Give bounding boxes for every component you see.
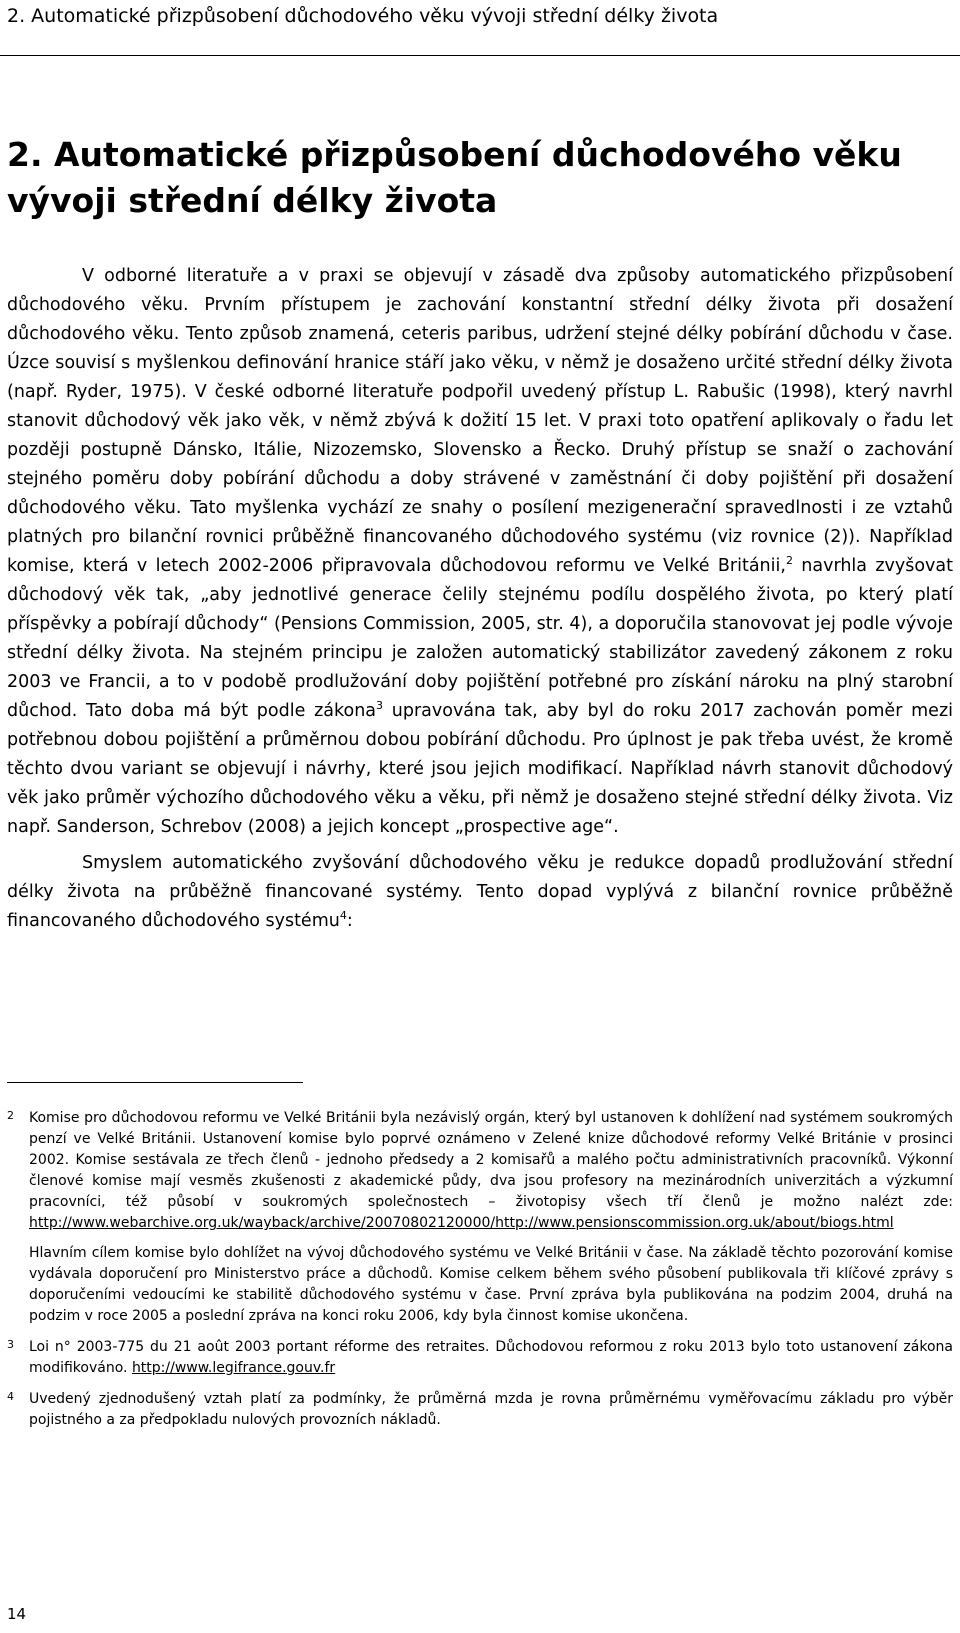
footnote-reference[interactable]: 2 [785,554,793,567]
footnote-text-body: Loi n° 2003-775 du 21 août 2003 portant réforme des retraites. Důchodovou reformou z roku 2013 bylo toto ustanovení zákona modifikováno. [29,1339,953,1376]
running-header: 2. Automatické přizpůsobení důchodového věku vývoji střední délky života [7,5,719,27]
footnote-text: Hlavním cílem komise bylo dohlížet na vývoj důchodového systému ve Velké Británii v čase. Na základě těchto pozorování komise vydávala doporučení pro Ministerstvo práce a důchodů. Komise celkem během svého působení publikovala tři klíčové zprávy s doporučeními vedoucími ke stabilitě důchodového systému v čase. První zpráva byla publikována na podzim 2004, druhá na podzim v roce 2005 a poslední zpráva na konci roku 2006, kdy byla činnost komise ukončena. [29,1245,953,1324]
body-paragraph [7,849,953,936]
footnote-reference[interactable]: 3 [376,699,384,712]
paragraph-text: upravována tak, aby byl do roku 2017 zachován poměr mezi potřebnou dobou pojištění a průměrnou dobou pobírání důchodu. Pro úplnost je pak třeba uvést, že kromě těchto dvou variant se objevují i návrhy, které jsou jejich modifikací. Například návrh stanovit důchodový věk jako průměr výchozího důchodového věku a věku, při němž je dosaženo stejné střední délky života. Viz např. Sanderson, Schrebov (2008) a jejich koncept „prospective age“. [7,701,953,837]
paragraph-text: navrhla zvyšovat důchodový věk tak, „aby jednotlivé generace čelily stejnému podílu dospělého života, po který platí příspěvky a pobírají důchody“ (Pensions Commission, 2005, str. 4), a doporučila stanovovat jej podle vývoje střední délky života. Na stejném principu je založen automatický stabilizátor zavedený zákonem z roku 2003 ve Francii, a to v podobě prodlužování doby pojištění potřebné pro získání nároku na plný starobní důchod. Tato doba má být podle zákona [7,556,954,721]
footnote-text: Uvedený zjednodušený vztah platí za podmínky, že průměrná mzda je rovna průměrnému vyměřovacímu základu pro výběr pojistného a za předpokladu nulových provozních nákladů. [29,1391,953,1428]
footnote-text-body: Komise pro důchodovou reformu ve Velké Británii byla nezávislý orgán, který byl ustanoven k dohlížení nad systémem soukromých penzí ve Velké Británii. Ustanovení komise bylo poprvé oznámeno v Zelené knize důchodové reformy Velké Británie v prosinci 2002. Komise sestávala ze třech členů - jednoho předsedy a 2 komisařů a malého počtu administrativních pracovníků. Výkonní členové komise mají vesměs zkušenosti z akademické půdy, dva jsou profesory na mezinárodních univerzitách a výzkumní pracovníci, též působí v soukromých společnostech – životopisy všech tří členů je možno nalézt zde: [29,1110,953,1210]
footnote-reference[interactable]: 4 [339,909,347,922]
footnote-number: 4 [7,1390,14,1403]
footnote-2 [7,1108,953,1327]
footnote-link[interactable]: http://www.webarchive.org.uk/wayback/archive/20070802120000/http://www.pensionscommission.org.uk/about/biogs.html [29,1215,894,1231]
body-paragraph [7,262,953,842]
footnote-text [29,1337,953,1379]
paragraph-text: Smyslem automatického zvyšování důchodového věku je redukce dopadů prodlužování střední délky života na průběžně financované systémy. Tento dopad vyplývá z bilanční rovnice průběžně financovaného důchodového systému [7,853,953,931]
paragraph-text: : [346,911,353,931]
footnote-link[interactable]: http://www.legifrance.gouv.fr [131,1360,336,1376]
footnote-divider [7,1082,303,1083]
footnote-3 [7,1337,953,1379]
footnotes [7,1108,953,1431]
chapter-title: 2. Automatické přizpůsobení důchodového věku vývoji střední délky života [7,135,902,220]
header-divider [0,55,960,56]
page-number: 14 [7,1605,27,1623]
body-text [7,262,953,936]
paragraph-text: V odborné literatuře a v praxi se objevují v zásadě dva způsoby automatického přizpůsobení důchodového věku. Prvním přístupem je zachování konstantní střední délky života při dosažení důchodového věku. Tento způsob znamená, ceteris paribus, udržení stejné délky pobírání důchodu v čase. Úzce souvisí s myšlenkou definování hranice stáří jako věku, v němž je dosaženo určité střední délky života (např. Ryder, 1975). V české odborné literatuře podpořil uvedený přístup L. Rabušic (1998), který navrhl stanovit důchodový věk jako věk, v němž zbývá k dožití 15 let. V praxi toto opatření aplikovaly o řadu let později postupně Dánsko, Itálie, Nizozemsko, Slovensko a Řecko. Druhý přístup se snaží o zachování stejného poměru doby pobírání důchodu a doby strávené v zaměstnání či doby pojištění při dosažení důchodového věku. Tato myšlenka vychází ze snahy o posílení mezigenerační spravedlnosti i ze vztahů platných pro bilanční rovnici průběžně financovaného důchodového systému (viz rovnice (2)). Například komise, která v letech 2002-2006 připravovala důchodovou reformu ve Velké Británii, [7,266,953,576]
footnote-text [29,1108,953,1234]
footnote-number: 2 [7,1109,14,1122]
footnote-number: 3 [7,1338,14,1351]
footnote-4 [7,1389,953,1431]
